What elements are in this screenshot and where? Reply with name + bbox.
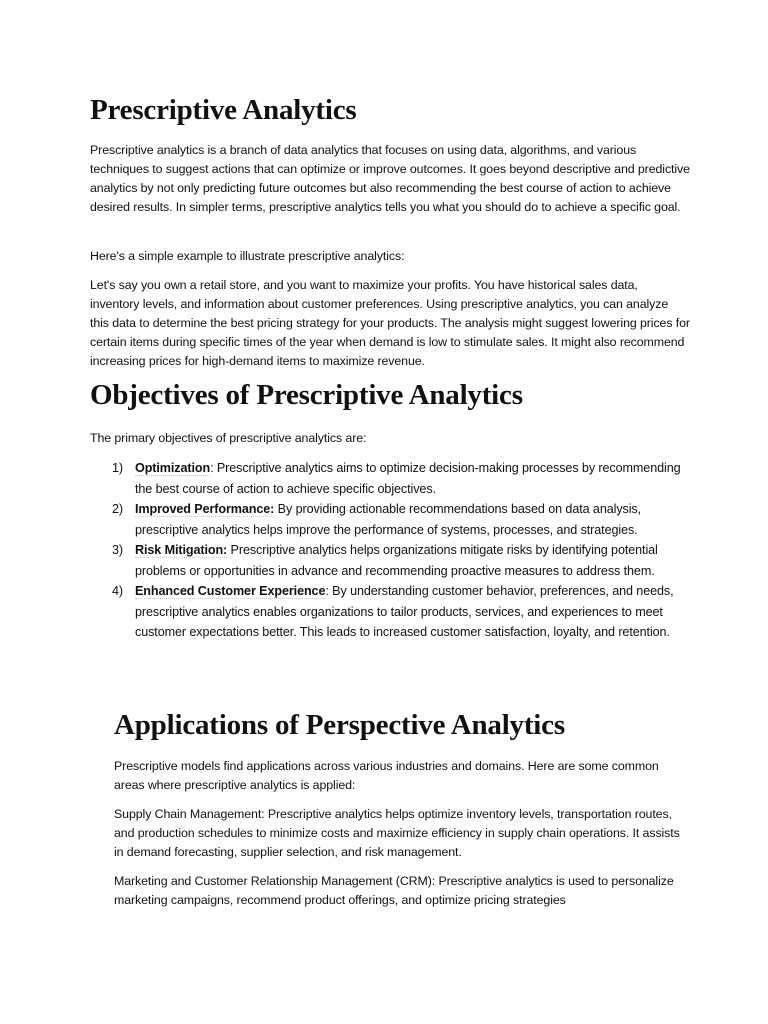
intro-paragraph: Prescriptive analytics is a branch of data analytics that focuses on using data, algorithms, and various techniques to suggest actions that can optimize or improve outcomes. It goes beyond descriptive and predictive analytics by not only predicting future outcomes but also recommending the best course of action to achieve desired results. In simpler terms, prescriptive analytics tells you what you should do to achieve a specific goal. — [90, 143, 690, 214]
retail-example-paragraph: Let's say you own a retail store, and you want to maximize your profits. You have historical sales data, inventory levels, and information about customer preferences. Using prescriptive analytics, you can analyze this data to determine the best pricing strategy for your products. The analysis might suggest lowering prices for certain items during specific times of the year when demand is low to stimulate sales. It might also recommend increasing prices for high-demand items to maximize revenue. — [90, 278, 690, 368]
objectives-list — [90, 458, 690, 643]
list-number: 2) — [112, 502, 123, 516]
list-term: Optimization — [135, 461, 211, 475]
applications-heading: Applications of Perspective Analytics — [114, 709, 565, 741]
applications-intro: Prescriptive models find applications across various industries and domains. Here are some common areas where prescriptive analytics is applied: — [114, 759, 659, 792]
example-lead-paragraph: Here's a simple example to illustrate prescriptive analytics: — [90, 249, 405, 263]
objectives-intro: The primary objectives of prescriptive analytics are: — [90, 431, 367, 445]
list-number: 3) — [112, 543, 123, 557]
list-text: By providing actionable recommendations based on data analysis, prescriptive analytics helps improve the performance of systems, processes, and strategies. — [135, 502, 642, 537]
list-item — [90, 499, 690, 540]
list-item — [90, 458, 690, 499]
list-item — [90, 540, 690, 581]
list-number: 1) — [112, 461, 123, 475]
objectives-heading: Objectives of Prescriptive Analytics — [90, 379, 523, 411]
page-title: Prescriptive Analytics — [90, 94, 357, 126]
list-term: Improved Performance: — [135, 502, 275, 516]
marketing-crm-paragraph: Marketing and Customer Relationship Management (CRM): Prescriptive analytics is used to personalize marketing campaigns, recommend product offerings, and optimize pricing strategies — [114, 874, 674, 907]
supply-chain-paragraph: Supply Chain Management: Prescriptive analytics helps optimize inventory levels, transportation routes, and production schedules to minimize costs and maximize efficiency in supply chain operations. It assists in demand forecasting, supplier selection, and risk management. — [114, 807, 680, 859]
list-text: Prescriptive analytics helps organizations mitigate risks by identifying potential problems or opportunities in advance and recommending proactive measures to address them. — [135, 543, 658, 578]
list-text: : By understanding customer behavior, preferences, and needs, prescriptive analytics enables organizations to tailor products, services, and experiences to meet customer expectations better. This leads to increased customer satisfaction, loyalty, and retention. — [135, 584, 674, 639]
list-text: : Prescriptive analytics aims to optimize decision-making processes by recommending the best course of action to achieve specific objectives. — [135, 461, 681, 496]
list-item — [90, 581, 690, 643]
list-term: Risk Mitigation: — [135, 543, 228, 557]
list-term: Enhanced Customer Experience — [135, 584, 326, 598]
list-number: 4) — [112, 584, 123, 598]
